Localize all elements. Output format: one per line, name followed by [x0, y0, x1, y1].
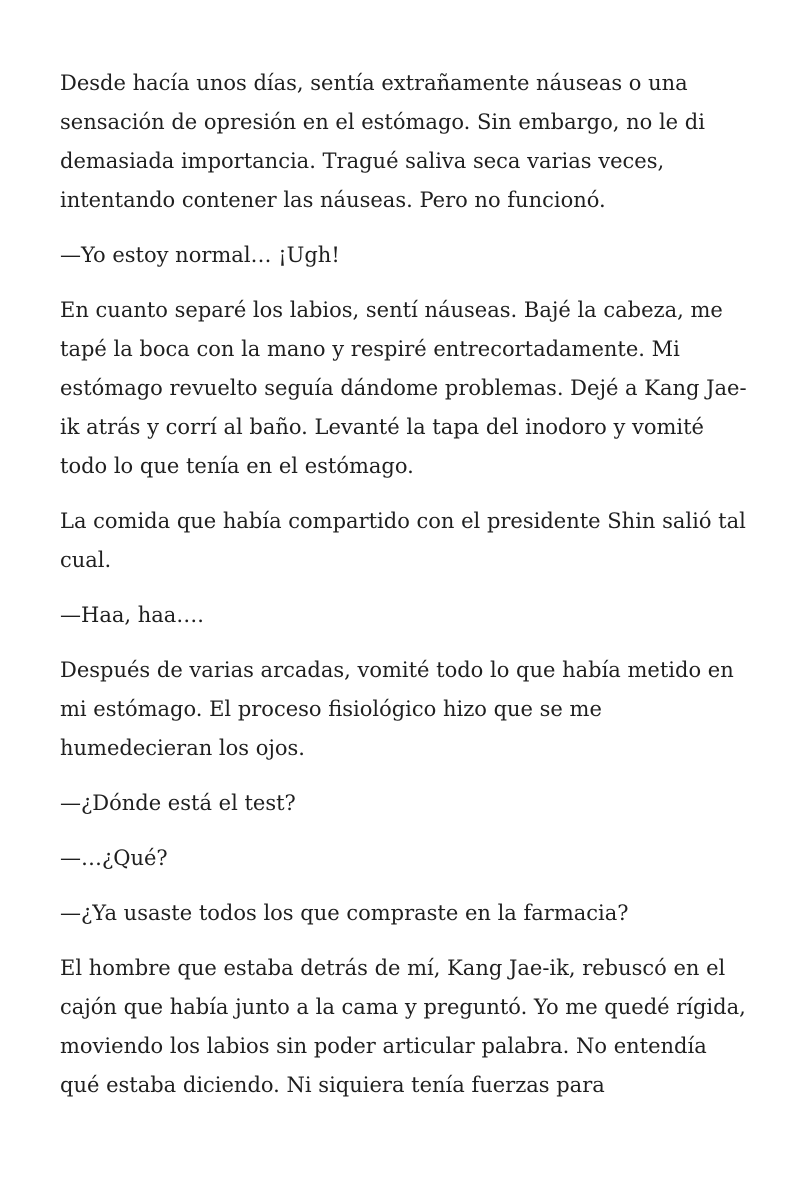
paragraph: Después de varias arcadas, vomité todo lo que había metido en mi estómago. El proceso fisiológico hizo que se me humedecieran los ojos.	[60, 658, 734, 760]
book-text	[60, 64, 750, 1121]
paragraph: —…¿Qué?	[60, 846, 168, 870]
paragraph: —¿Dónde está el test?	[60, 791, 296, 815]
paragraph: —¿Ya usaste todos los que compraste en la farmacia?	[60, 901, 629, 925]
paragraph: Desde hacía unos días, sentía extrañamente náuseas o una sensación de opresión en el estómago. Sin embargo, no le di demasiada importancia. Tragué saliva seca varias veces, intentando contener las náuseas. Pero no funcionó.	[60, 71, 705, 212]
paragraph: La comida que había compartido con el presidente Shin salió tal cual.	[60, 509, 746, 572]
paragraph: —Yo estoy normal… ¡Ugh!	[60, 243, 340, 267]
paragraph: En cuanto separé los labios, sentí náuseas. Bajé la cabeza, me tapé la boca con la mano y respiré entrecortadamente. Mi estómago revuelto seguía dándome problemas. Dejé a Kang Jae-ik atrás y corrí al baño. Levanté la tapa del inodoro y vomité todo lo que tenía en el estómago.	[60, 298, 747, 478]
paragraph: El hombre que estaba detrás de mí, Kang Jae-ik, rebuscó en el cajón que había junto a la cama y preguntó. Yo me quedé rígida, moviendo los labios sin poder articular palabra. No entendía qué estaba diciendo. Ni siquiera tenía fuerzas para	[60, 956, 746, 1097]
paragraph: —Haa, haa….	[60, 603, 204, 627]
